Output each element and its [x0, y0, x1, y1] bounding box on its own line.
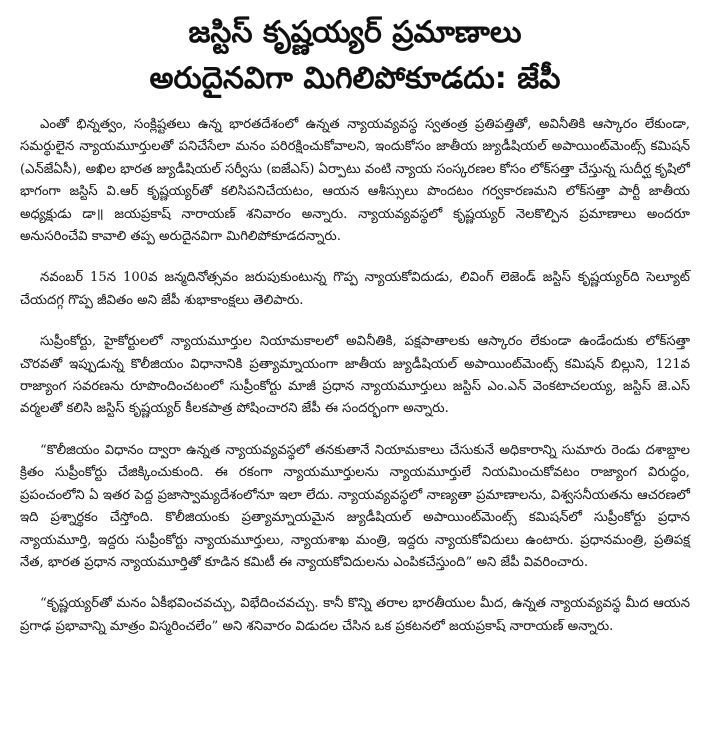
paragraph-2 [20, 267, 690, 312]
paragraph-4-text: “కొలీజియం విధానం ద్వారా ఉన్నత న్యాయవ్యవస్థలో తనకుతానే నియామకాలు చేసుకునే అధికారాన్ని సుమారు రెండు దశాబ్దాల క్రితం సుప్రీంకోర్టు చేజిక్కించుకుంది. ఈ రకంగా న్యాయమూర్తులను న్యాయమూర్తులే నియమించుకోవటం రాజ్యాంగ విరుద్ధం, ప్రపంచంలోని ఏ ఇతర పెద్ద ప్రజాస్వామ్యదేశంలోనూ ఇలా లేదు. న్యాయవ్యవస్థలో నాణ్యతా ప్రమాణాలను, విశ్వసనీయతను ఆచరణలో ఇది ప్రశ్నార్థకం చేస్తోంది. కొలీజియంకు ప్రత్యామ్నాయమైన జ్యుడీషియల్ అపాయింట్‌మెంట్స్ కమిషన్‌లో సుప్రీంకోర్టు ప్రధాన న్యాయమూర్తి, ఇద్దరు సుప్రీంకోర్టు న్యాయమూర్తులు, న్యాయశాఖ మంత్రి, ఇద్దరు న్యాయకోవిదులు ఉంటారు. ప్రధానమంత్రి, ప్రతిపక్ష నేత, భారత ప్రధాన న్యాయమూర్తితో కూడిన కమిటీ ఈ న్యాయకోవిదులను ఎంపికచేస్తుంది” అని జేపీ వివరించారు. [20, 442, 690, 570]
paragraph-2-text: నవంబర్ 15న 100వ జన్మదినోత్సవం జరుపుకుంటున్న గొప్ప న్యాయకోవిదుడు, లివింగ్ లెజెండ్ జస్టిస్ కృష్ణయ్యర్‌ది సెల్యూట్ చేయదగ్గ గొప్ప జీవితం అని జేపీ శుభాకాంక్షలు తెలిపారు. [20, 270, 690, 308]
paragraph-5 [20, 593, 690, 638]
headline-line-2: అరుదైనవిగా మిగిలిపోకూడదు: జేపీ [149, 61, 561, 96]
paragraph-3 [20, 331, 690, 421]
article-body [20, 114, 690, 638]
paragraph-4 [20, 440, 690, 574]
paragraph-1 [20, 114, 690, 248]
headline-line-1: జస్టిస్ కృష్ణయ్యర్ ప్రమాణాలు [188, 15, 522, 50]
paragraph-1-text: ఎంతో భిన్నత్వం, సంక్లిష్టతలు ఉన్న భారతదేశంలో ఉన్నత న్యాయవ్యవస్థ స్వతంత్ర ప్రతిపత్తితో, అవినీతికి ఆస్కారం లేకుండా, సమర్థులైన న్యాయమూర్తులతో పనిచేసేలా మనం పరిరక్షించుకోవాలని, ఇందుకోసం జాతీయ జ్యుడీషియల్ అపాయింట్‌మెంట్స్ కమిషన్ (ఎన్‌జేఏసీ), అఖిల భారత జ్యుడీషియల్ సర్వీసు (ఐజేఎస్) ఏర్పాటు వంటి న్యాయ సంస్కరణల కోసం లోక్‌సత్తా చేస్తున్న సుదీర్ఘ కృషిలో భాగంగా జస్టిస్ వి.ఆర్ కృష్ణయ్యర్‌తో కలిసిపనిచేయటం, ఆయన ఆశీస్సులు పొందటం గర్వకారణమని లోక్‌సత్తా పార్టీ జాతీయ అధ్యక్షుడు డా॥ జయప్రకాష్ నారాయణ్ శనివారం అన్నారు. న్యాయవ్యవస్థలో కృష్ణయ్యర్ నెలకొల్పిన ప్రమాణాలు అందరూ అనుసరించేవి కావాలి తప్ప అరుదైనవిగా మిగిలిపోకూడదన్నారు. [20, 117, 690, 245]
headline [20, 10, 690, 102]
paragraph-5-text: “కృష్ణయ్యర్‌తో మనం ఏకీభవించవచ్చు, విభేదించవచ్చు. కానీ కొన్ని తరాల భారతీయుల మీద, ఉన్నత న్యాయవ్యవస్థ మీద ఆయన ప్రగాఢ ప్రభావాన్ని మాత్రం విస్మరించలేం” అని శనివారం విడుదల చేసిన ఒక ప్రకటనలో జయప్రకాష్ నారాయణ్ అన్నారు. [20, 596, 690, 634]
paragraph-3-text: సుప్రీంకోర్టు, హైకోర్టులలో న్యాయమూర్తుల నియామకాలలో అవినీతికి, పక్షపాతాలకు ఆస్కారం లేకుండా ఉండేందుకు లోక్‌సత్తా చొరవతో ఇప్పుడున్న కొలీజియం విధానానికి ప్రత్యామ్నాయంగా జాతీయ జ్యుడీషియల్ అపాయింట్‌మెంట్స్ కమిషన్ బిల్లుని, 121వ రాజ్యాంగ సవరణను రూపొందించటంలో సుప్రీంకోర్టు మాజీ ప్రధాన న్యాయమూర్తులు జస్టిస్ ఎం.ఎన్ వెంకటాచలయ్య, జస్టిస్ జె.ఎస్ వర్మలతో కలిసి జస్టిస్ కృష్ణయ్యర్ కీలకపాత్ర పోషించారని జేపీ ఈ సందర్భంగా అన్నారు. [20, 334, 690, 417]
